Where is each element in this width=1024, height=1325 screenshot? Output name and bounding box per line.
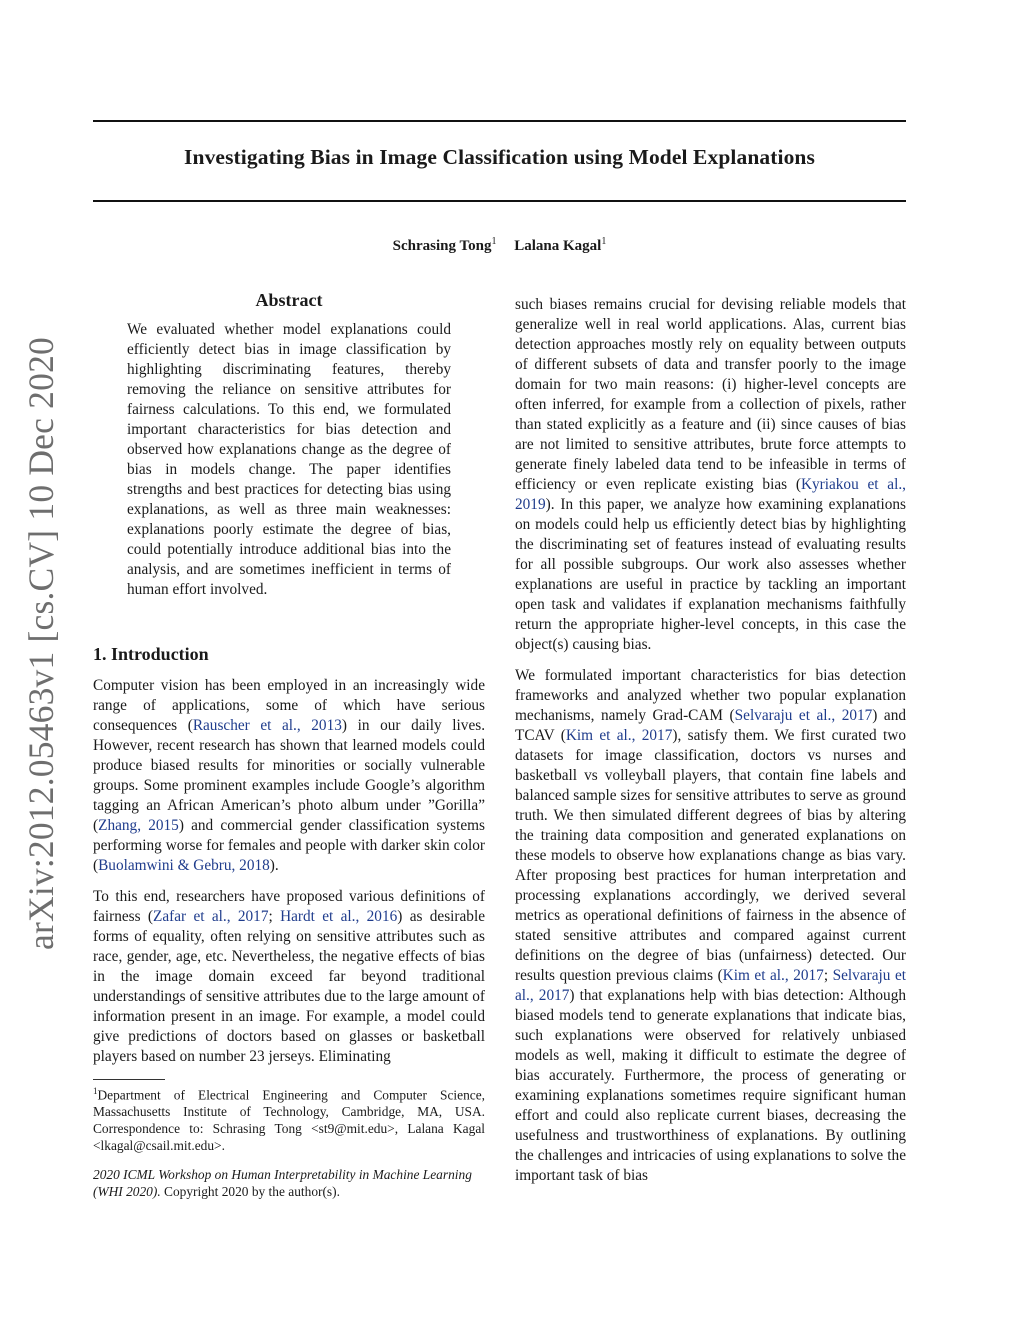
intro-paragraph-2 — [93, 887, 485, 1067]
citation-link[interactable]: Zhang, 2015 — [98, 817, 179, 834]
workshop-name: 2020 ICML Workshop on Human Interpretability in Machine Learning (WHI 2020). — [93, 1167, 472, 1199]
author-name: Lalana Kagal — [514, 238, 602, 254]
text-run: ) as desirable forms of equality, often relying on sensitive attributes such as race, gender, age, etc. Nevertheless, the negative effects of bias in the image domain exceed far beyond traditional understandings of sensitive attributes due to the large amount of information present in an image. For example, a model could give predictions of doctors based on glasses or basketball players based on number 23 jerseys. Eliminating — [93, 908, 486, 1065]
author-affiliation-mark: 1 — [491, 236, 497, 247]
text-run: ), satisfy them. We first curated two datasets for image classification, doctors vs nurses and basketball vs volleyball players, that contain fine labels and balanced sample sizes for sensitive attributes to serve as ground truth. We then simulated different degrees of bias by altering the training data composition and generated explanations on these models to observe how explanations change as bias vary. After proposing best practices for human interpretation and processing explanations accordingly, we derived several metrics as operational definitions of fairness in the absence of stated sensitive attributes and compared against current definitions on the degree of bias (unfairness) detected. Our results question previous claims ( — [515, 727, 906, 984]
author-name: Schrasing Tong — [392, 238, 492, 254]
citation-link[interactable]: Rauscher et al., 2013 — [192, 717, 342, 734]
citation-link[interactable]: Selvaraju et al., 2017 — [515, 967, 906, 1004]
abstract-heading: Abstract — [255, 290, 323, 310]
author-1 — [393, 238, 497, 254]
citation-link[interactable]: Kim et al., 2017 — [722, 967, 824, 984]
abstract-body: We evaluated whether model explanations could efficiently detect bias in image classification by highlighting discriminating features, thereby removing the reliance on sensitive attributes for fairness calculations. To this end, we formulated important characteristics for bias detection and observed how explanations change as the degree of bias in models change. The paper identifies strengths and best practices for detecting bias using explanations, as well as three main weaknesses: explanations poorly estimate the degree of bias, could potentially introduce additional bias into the analysis, and are sometimes inefficient in terms of human effort involved. — [127, 321, 451, 598]
text-run: such biases remains crucial for devising reliable models that generalize well in real world applications. Alas, current bias detection approaches mostly rely on equality between outputs of different subsets of data and transfer poorly to the image domain for two main reasons: (i) higher-level concepts are often inferred, for example from a collection of pixels, rather than stated explicitly as a feature and (ii) since causes of bias are not limited to sensitive attributes, brute force attempts to generate finely labeled data tend to be infeasible in terms of efficiency or even replicate existing bias ( — [515, 296, 906, 493]
text-run: We formulated important characteristics for bias detection frameworks and analyzed whether two popular explanation mechanisms, namely Grad-CAM ( — [515, 667, 906, 724]
citation-link[interactable]: Selvaraju et al., 2017 — [734, 707, 873, 724]
title-rule-bottom — [93, 200, 906, 202]
author-affiliation-mark: 1 — [601, 236, 607, 247]
citation-link[interactable]: Kyriakou et al., 2019 — [515, 476, 906, 513]
text-run: ) and commercial gender classification systems performing worse for females and people with darker skin color ( — [93, 817, 485, 874]
author-2 — [514, 238, 606, 254]
left-column — [93, 290, 485, 1078]
right-paragraph-2 — [515, 666, 906, 1186]
text-run: ) in our daily lives. However, recent research has shown that learned models could produce biased results for minorities or socially vulnerable groups. Some prominent examples include Google’s algorithm tagging an African American’s photo album under ”Gorilla” ( — [93, 717, 486, 834]
text-run: To this end, researchers have proposed various definitions of fairness ( — [93, 888, 485, 925]
footnote-mark: 1 — [93, 1086, 98, 1096]
citation-link[interactable]: Zafar et al., 2017 — [153, 908, 269, 925]
workshop-notice — [93, 1166, 485, 1200]
text-run: ). In this paper, we analyze how examining explanations on models could help us efficiently detect bias by highlighting the discriminating set of features instead of evaluating results for all possible subgroups. Our work also assesses whether explanations are useful in practice by tackling an important open task and validates if explanation mechanisms faithfully return the appropriate higher-level concepts, in this case the object(s) causing bias. — [515, 496, 906, 653]
paper-title: Investigating Bias in Image Classification using Model Explanations — [184, 145, 815, 169]
citation-link[interactable]: Kim et al., 2017 — [565, 727, 673, 744]
text-run: ). — [269, 857, 279, 874]
text-run: ; — [268, 908, 281, 925]
right-column — [515, 295, 906, 1197]
citation-link[interactable]: Buolamwini & Gebru, 2018 — [98, 857, 270, 874]
text-run: ) and TCAV ( — [515, 707, 906, 744]
text-run: ) that explanations help with bias detection: Although biased models tend to generate explanations that indicate bias, such explanations were observed for relatively unbiased models as well, making it difficult to estimate the degree of bias accurately. Furthermore, the process of generating or examining explanations sometimes require significant human effort and could also replicate current biases, decreasing the usefulness and trustworthiness of explanations. By outlining the challenges and intricacies of using explanations to solve the important task of bias — [515, 987, 907, 1184]
footnote-text: Department of Electrical Engineering and Computer Science, Massachusetts Institute of Technology, Cambridge, MA, USA. Correspondence to: Schrasing Tong <st9@mit.edu>, Lalana Kagal <lkagal@csail.mit.edu>. — [93, 1087, 485, 1154]
affiliation-footnote — [93, 1083, 485, 1154]
copyright-text: Copyright 2020 by the author(s). — [160, 1184, 340, 1199]
intro-paragraph-1 — [93, 676, 485, 876]
text-run: Computer vision has been employed in an increasingly wide range of applications, some of which have serious consequences ( — [93, 677, 485, 734]
author-list — [93, 236, 906, 255]
title-rule-top — [93, 120, 906, 122]
text-run: ; — [823, 967, 833, 984]
right-paragraph-1 — [515, 295, 906, 655]
citation-link[interactable]: Hardt et al., 2016 — [280, 908, 398, 925]
introduction-heading: 1. Introduction — [93, 644, 209, 664]
arxiv-identifier: arXiv:2012.05463v1 [cs.CV] 10 Dec 2020 — [21, 337, 61, 950]
footnote-rule — [93, 1079, 165, 1080]
